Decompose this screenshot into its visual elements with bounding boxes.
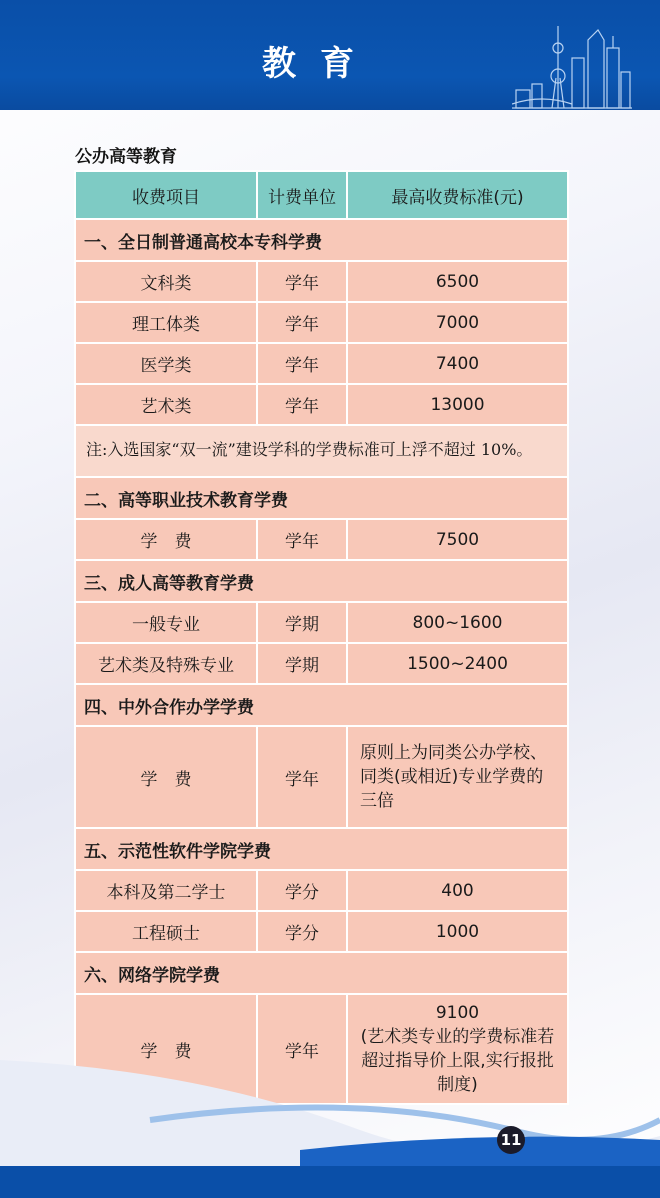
table-row <box>75 384 568 425</box>
fee-value: 1000 <box>347 911 568 952</box>
fee-value: 1500~2400 <box>347 643 568 684</box>
fee-value: 6500 <box>347 261 568 302</box>
fee-unit: 学分 <box>257 911 347 952</box>
header-item: 收费项目 <box>75 171 257 219</box>
header-banner <box>0 0 660 110</box>
page-number-badge: 11 <box>497 1126 525 1154</box>
fee-item: 艺术类 <box>75 384 257 425</box>
fee-item: 学 费 <box>75 994 257 1104</box>
fee-value: 400 <box>347 870 568 911</box>
section-heading: 五、示范性软件学院学费 <box>75 828 568 870</box>
fee-table <box>74 170 569 1105</box>
fee-unit: 学期 <box>257 643 347 684</box>
fee-value: 9100 (艺术类专业的学费标准若超过指导价上限,实行报批制度) <box>347 994 568 1104</box>
table-row <box>75 519 568 560</box>
section-heading: 六、网络学院学费 <box>75 952 568 994</box>
fee-unit: 学期 <box>257 602 347 643</box>
table-row <box>75 726 568 828</box>
fee-note: 注:入选国家“双一流”建设学科的学费标准可上浮不超过 10%。 <box>75 425 568 477</box>
fee-unit: 学年 <box>257 261 347 302</box>
fee-item: 医学类 <box>75 343 257 384</box>
fee-item: 本科及第二学士 <box>75 870 257 911</box>
fee-unit: 学分 <box>257 870 347 911</box>
fee-item: 一般专业 <box>75 602 257 643</box>
fee-value: 原则上为同类公办学校、同类(或相近)专业学费的三倍 <box>347 726 568 828</box>
fee-unit: 学年 <box>257 302 347 343</box>
fee-value: 7500 <box>347 519 568 560</box>
section-heading: 一、全日制普通高校本专科学费 <box>75 219 568 261</box>
fee-value: 800~1600 <box>347 602 568 643</box>
footer-bar <box>0 1166 660 1198</box>
city-skyline-icon <box>512 18 632 110</box>
fee-item: 学 费 <box>75 726 257 828</box>
table-row <box>75 602 568 643</box>
section-subtitle: 公办高等教育 <box>75 147 177 167</box>
fee-item: 学 费 <box>75 519 257 560</box>
table-row <box>75 870 568 911</box>
table-row <box>75 261 568 302</box>
table-header-row <box>75 171 568 219</box>
section-heading: 三、成人高等教育学费 <box>75 560 568 602</box>
fee-value: 7000 <box>347 302 568 343</box>
header-max-fee: 最高收费标准(元) <box>347 171 568 219</box>
section-heading: 四、中外合作办学学费 <box>75 684 568 726</box>
table-row <box>75 343 568 384</box>
table-row <box>75 302 568 343</box>
fee-item: 工程硕士 <box>75 911 257 952</box>
decorative-swoosh <box>0 1040 660 1180</box>
fee-unit: 学年 <box>257 384 347 425</box>
fee-unit: 学年 <box>257 343 347 384</box>
fee-item: 艺术类及特殊专业 <box>75 643 257 684</box>
table-row <box>75 911 568 952</box>
fee-item: 理工体类 <box>75 302 257 343</box>
fee-unit: 学年 <box>257 726 347 828</box>
section-heading: 二、高等职业技术教育学费 <box>75 477 568 519</box>
fee-value: 7400 <box>347 343 568 384</box>
table-note-row <box>75 425 568 477</box>
fee-item: 文科类 <box>75 261 257 302</box>
table-row <box>75 643 568 684</box>
fee-value: 13000 <box>347 384 568 425</box>
page-title: 教育 <box>262 44 378 84</box>
fee-unit: 学年 <box>257 519 347 560</box>
header-unit: 计费单位 <box>257 171 347 219</box>
fee-unit: 学年 <box>257 994 347 1104</box>
